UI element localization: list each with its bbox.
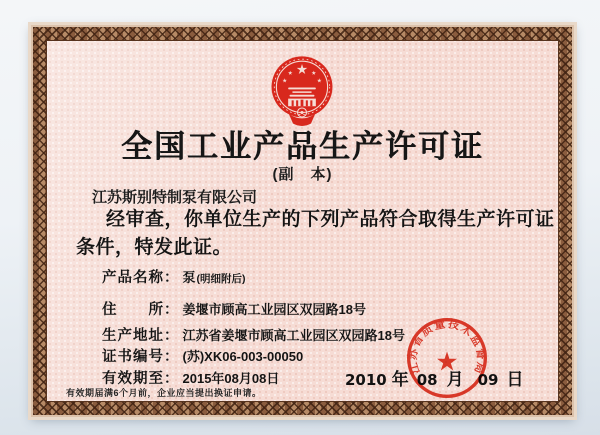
seal-text: 江苏省质量技术监督局 xyxy=(407,318,487,377)
valid-until-value: 2015年08月08日 xyxy=(182,371,280,386)
official-seal-stamp xyxy=(405,316,489,400)
renewal-note: 有效期届满6个月前，企业应当提出换证申请。 xyxy=(66,388,262,398)
statement-line-1: 经审查，你单位生产的下列产品符合取得生产许可证 xyxy=(106,209,555,230)
product-name-value: 泵 xyxy=(182,270,196,285)
field-row-residence xyxy=(102,298,366,319)
issue-year: 2010 xyxy=(345,371,387,389)
product-name-note: (明细附后) xyxy=(196,273,246,285)
svg-text:江苏省质量技术监督局 xyxy=(405,316,489,377)
seal-star-icon xyxy=(437,352,457,371)
production-address-label: 生产地址： xyxy=(102,328,180,344)
residence-label: 住 所： xyxy=(102,302,180,318)
issue-day-unit: 日 xyxy=(506,370,524,389)
certificate-subtitle: (副 本) xyxy=(272,166,333,183)
china-national-emblem-icon xyxy=(267,55,337,127)
production-address-value: 江苏省姜堰市顾高工业园区双园路18号 xyxy=(182,328,405,343)
statement-line-2: 条件，特发此证。 xyxy=(76,237,233,258)
field-row-valid-until xyxy=(102,367,279,388)
field-row-product-name xyxy=(102,266,246,287)
field-row-certificate-number xyxy=(102,345,303,366)
certificate-number-label: 证书编号： xyxy=(102,349,180,365)
license-certificate xyxy=(31,25,574,417)
issue-day: 09 xyxy=(477,371,499,389)
issue-month-unit: 月 xyxy=(446,370,464,389)
residence-value: 姜堰市顾高工业园区双园路18号 xyxy=(182,302,366,317)
issue-year-unit: 年 xyxy=(391,370,409,389)
certificate-title: 全国工业产品生产许可证 xyxy=(121,129,484,164)
certificate-number-value: (苏)XK06-003-00050 xyxy=(182,349,304,364)
valid-until-label: 有效期至： xyxy=(102,371,180,387)
company-name: 江苏斯别特制泵有限公司 xyxy=(92,189,258,206)
product-name-label: 产品名称： xyxy=(102,270,180,286)
issue-month: 08 xyxy=(416,371,438,389)
field-row-production-address xyxy=(102,324,405,345)
